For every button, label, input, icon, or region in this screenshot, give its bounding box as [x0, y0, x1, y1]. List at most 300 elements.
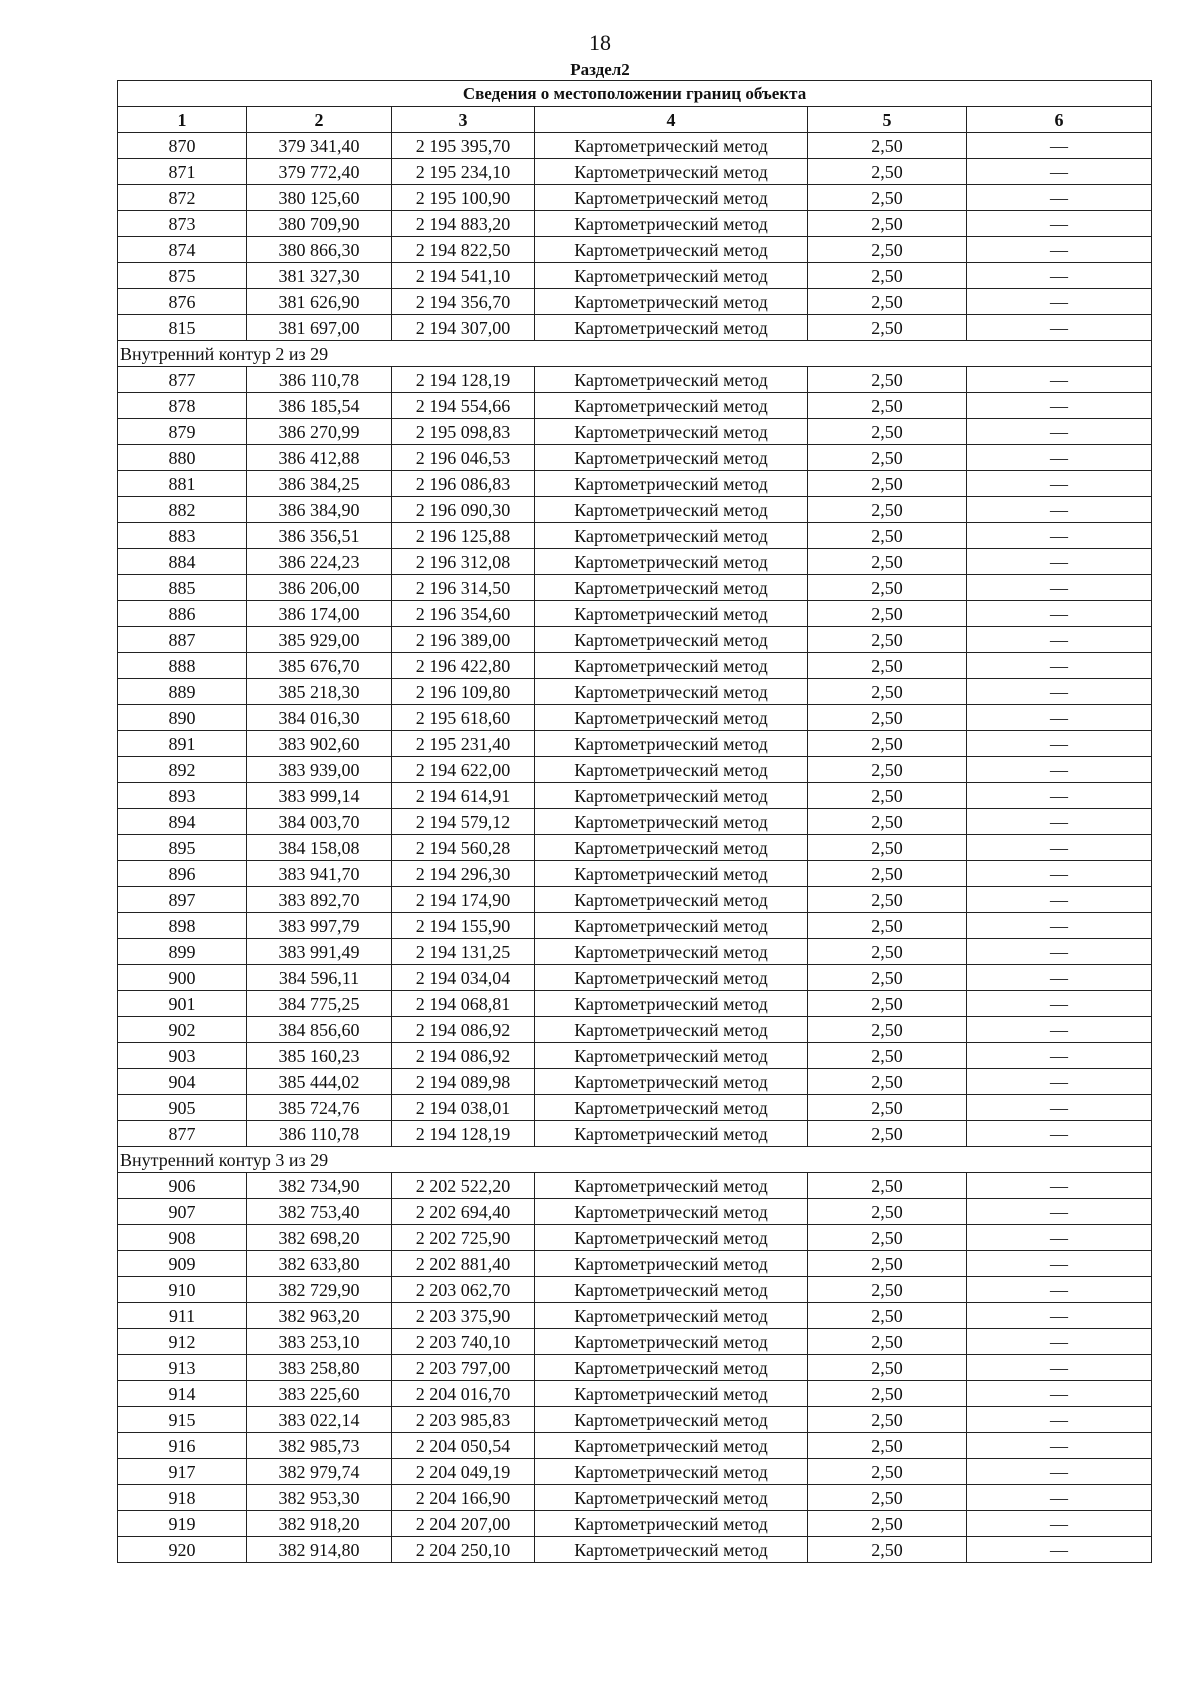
accuracy: 2,50 [808, 549, 967, 575]
method: Картометрический метод [535, 939, 808, 965]
point-number: 917 [118, 1459, 247, 1485]
contour-label: Внутренний контур 2 из 29 [118, 341, 1152, 367]
accuracy: 2,50 [808, 1381, 967, 1407]
point-number: 879 [118, 419, 247, 445]
x-coordinate: 383 941,70 [247, 861, 392, 887]
accuracy: 2,50 [808, 1225, 967, 1251]
accuracy: 2,50 [808, 1069, 967, 1095]
table-row [118, 1459, 1152, 1485]
x-coordinate: 380 125,60 [247, 185, 392, 211]
description: — [967, 965, 1152, 991]
method: Картометрический метод [535, 1511, 808, 1537]
x-coordinate: 382 979,74 [247, 1459, 392, 1485]
x-coordinate: 382 734,90 [247, 1173, 392, 1199]
accuracy: 2,50 [808, 679, 967, 705]
accuracy: 2,50 [808, 783, 967, 809]
point-number: 878 [118, 393, 247, 419]
x-coordinate: 386 206,00 [247, 575, 392, 601]
x-coordinate: 386 412,88 [247, 445, 392, 471]
x-coordinate: 383 022,14 [247, 1407, 392, 1433]
accuracy: 2,50 [808, 1095, 967, 1121]
accuracy: 2,50 [808, 1511, 967, 1537]
x-coordinate: 386 270,99 [247, 419, 392, 445]
section-title: Раздел2 [570, 60, 630, 79]
method: Картометрический метод [535, 965, 808, 991]
method: Картометрический метод [535, 627, 808, 653]
description: — [967, 1095, 1152, 1121]
y-coordinate: 2 204 049,19 [392, 1459, 535, 1485]
point-number: 898 [118, 913, 247, 939]
method: Картометрический метод [535, 601, 808, 627]
accuracy: 2,50 [808, 1017, 967, 1043]
table-row [118, 1303, 1152, 1329]
description: — [967, 367, 1152, 393]
y-coordinate: 2 195 098,83 [392, 419, 535, 445]
method: Картометрический метод [535, 679, 808, 705]
accuracy: 2,50 [808, 523, 967, 549]
x-coordinate: 383 225,60 [247, 1381, 392, 1407]
description: — [967, 861, 1152, 887]
y-coordinate: 2 194 089,98 [392, 1069, 535, 1095]
point-number: 884 [118, 549, 247, 575]
table-row [118, 757, 1152, 783]
method: Картометрический метод [535, 1407, 808, 1433]
description: — [967, 783, 1152, 809]
x-coordinate: 382 633,80 [247, 1251, 392, 1277]
description: — [967, 1459, 1152, 1485]
y-coordinate: 2 202 725,90 [392, 1225, 535, 1251]
x-coordinate: 384 775,25 [247, 991, 392, 1017]
table-row [118, 913, 1152, 939]
description: — [967, 1381, 1152, 1407]
description: — [967, 185, 1152, 211]
description: — [967, 1329, 1152, 1355]
accuracy: 2,50 [808, 1485, 967, 1511]
x-coordinate: 385 218,30 [247, 679, 392, 705]
table-row [118, 549, 1152, 575]
method: Картометрический метод [535, 211, 808, 237]
x-coordinate: 386 185,54 [247, 393, 392, 419]
point-number: 871 [118, 159, 247, 185]
column-number: 5 [808, 107, 967, 133]
contour-label: Внутренний контур 3 из 29 [118, 1147, 1152, 1173]
x-coordinate: 384 003,70 [247, 809, 392, 835]
description: — [967, 1407, 1152, 1433]
accuracy: 2,50 [808, 237, 967, 263]
point-number: 895 [118, 835, 247, 861]
y-coordinate: 2 196 046,53 [392, 445, 535, 471]
point-number: 905 [118, 1095, 247, 1121]
x-coordinate: 386 110,78 [247, 367, 392, 393]
x-coordinate: 382 914,80 [247, 1537, 392, 1563]
coordinates-table [117, 80, 1152, 1563]
table-row [118, 939, 1152, 965]
description: — [967, 809, 1152, 835]
description: — [967, 627, 1152, 653]
y-coordinate: 2 195 231,40 [392, 731, 535, 757]
table-row [118, 627, 1152, 653]
description: — [967, 1303, 1152, 1329]
point-number: 903 [118, 1043, 247, 1069]
column-number: 6 [967, 107, 1152, 133]
point-number: 890 [118, 705, 247, 731]
point-number: 881 [118, 471, 247, 497]
table-row [118, 497, 1152, 523]
table-heading-row [118, 81, 1152, 107]
description: — [967, 705, 1152, 731]
table-row [118, 731, 1152, 757]
method: Картометрический метод [535, 575, 808, 601]
y-coordinate: 2 194 128,19 [392, 1121, 535, 1147]
point-number: 875 [118, 263, 247, 289]
x-coordinate: 381 626,90 [247, 289, 392, 315]
y-coordinate: 2 194 614,91 [392, 783, 535, 809]
y-coordinate: 2 203 797,00 [392, 1355, 535, 1381]
accuracy: 2,50 [808, 1355, 967, 1381]
y-coordinate: 2 203 375,90 [392, 1303, 535, 1329]
x-coordinate: 386 356,51 [247, 523, 392, 549]
table-row [118, 1537, 1152, 1563]
y-coordinate: 2 204 050,54 [392, 1433, 535, 1459]
column-number: 4 [535, 107, 808, 133]
point-number: 906 [118, 1173, 247, 1199]
y-coordinate: 2 194 068,81 [392, 991, 535, 1017]
table-row [118, 1121, 1152, 1147]
accuracy: 2,50 [808, 445, 967, 471]
accuracy: 2,50 [808, 1251, 967, 1277]
y-coordinate: 2 194 554,66 [392, 393, 535, 419]
x-coordinate: 386 224,23 [247, 549, 392, 575]
y-coordinate: 2 204 207,00 [392, 1511, 535, 1537]
table-row [118, 211, 1152, 237]
x-coordinate: 382 985,73 [247, 1433, 392, 1459]
column-number: 2 [247, 107, 392, 133]
x-coordinate: 385 676,70 [247, 653, 392, 679]
point-number: 886 [118, 601, 247, 627]
method: Картометрический метод [535, 653, 808, 679]
method: Картометрический метод [535, 445, 808, 471]
method: Картометрический метод [535, 1537, 808, 1563]
method: Картометрический метод [535, 913, 808, 939]
point-number: 916 [118, 1433, 247, 1459]
method: Картометрический метод [535, 1277, 808, 1303]
table-row [118, 1225, 1152, 1251]
y-coordinate: 2 202 881,40 [392, 1251, 535, 1277]
point-number: 899 [118, 939, 247, 965]
contour-row [118, 341, 1152, 367]
table-row [118, 185, 1152, 211]
accuracy: 2,50 [808, 211, 967, 237]
y-coordinate: 2 204 166,90 [392, 1485, 535, 1511]
description: — [967, 1277, 1152, 1303]
method: Картометрический метод [535, 1303, 808, 1329]
x-coordinate: 384 856,60 [247, 1017, 392, 1043]
table-row [118, 1069, 1152, 1095]
y-coordinate: 2 194 622,00 [392, 757, 535, 783]
point-number: 889 [118, 679, 247, 705]
y-coordinate: 2 194 131,25 [392, 939, 535, 965]
point-number: 893 [118, 783, 247, 809]
y-coordinate: 2 195 100,90 [392, 185, 535, 211]
table-row [118, 419, 1152, 445]
point-number: 870 [118, 133, 247, 159]
description: — [967, 913, 1152, 939]
method: Картометрический метод [535, 549, 808, 575]
accuracy: 2,50 [808, 1433, 967, 1459]
description: — [967, 471, 1152, 497]
table-row [118, 1407, 1152, 1433]
description: — [967, 1069, 1152, 1095]
point-number: 880 [118, 445, 247, 471]
x-coordinate: 383 997,79 [247, 913, 392, 939]
y-coordinate: 2 194 034,04 [392, 965, 535, 991]
table-row [118, 471, 1152, 497]
accuracy: 2,50 [808, 965, 967, 991]
y-coordinate: 2 196 422,80 [392, 653, 535, 679]
description: — [967, 1355, 1152, 1381]
accuracy: 2,50 [808, 705, 967, 731]
accuracy: 2,50 [808, 575, 967, 601]
accuracy: 2,50 [808, 1407, 967, 1433]
y-coordinate: 2 194 883,20 [392, 211, 535, 237]
accuracy: 2,50 [808, 471, 967, 497]
method: Картометрический метод [535, 731, 808, 757]
y-coordinate: 2 194 128,19 [392, 367, 535, 393]
point-number: 914 [118, 1381, 247, 1407]
x-coordinate: 383 253,10 [247, 1329, 392, 1355]
x-coordinate: 385 929,00 [247, 627, 392, 653]
table-row [118, 133, 1152, 159]
description: — [967, 1511, 1152, 1537]
accuracy: 2,50 [808, 263, 967, 289]
method: Картометрический метод [535, 887, 808, 913]
point-number: 874 [118, 237, 247, 263]
y-coordinate: 2 202 522,20 [392, 1173, 535, 1199]
accuracy: 2,50 [808, 367, 967, 393]
table-row [118, 445, 1152, 471]
point-number: 882 [118, 497, 247, 523]
point-number: 918 [118, 1485, 247, 1511]
description: — [967, 757, 1152, 783]
method: Картометрический метод [535, 419, 808, 445]
accuracy: 2,50 [808, 601, 967, 627]
table-row [118, 1433, 1152, 1459]
table-row [118, 1511, 1152, 1537]
y-coordinate: 2 195 618,60 [392, 705, 535, 731]
description: — [967, 731, 1152, 757]
y-coordinate: 2 194 296,30 [392, 861, 535, 887]
method: Картометрический метод [535, 835, 808, 861]
description: — [967, 393, 1152, 419]
method: Картометрический метод [535, 1173, 808, 1199]
point-number: 891 [118, 731, 247, 757]
accuracy: 2,50 [808, 1121, 967, 1147]
description: — [967, 445, 1152, 471]
method: Картометрический метод [535, 809, 808, 835]
table-row [118, 1173, 1152, 1199]
y-coordinate: 2 194 174,90 [392, 887, 535, 913]
description: — [967, 1485, 1152, 1511]
table-row [118, 1199, 1152, 1225]
table-row [118, 1251, 1152, 1277]
description: — [967, 1173, 1152, 1199]
accuracy: 2,50 [808, 939, 967, 965]
table-row [118, 237, 1152, 263]
description: — [967, 419, 1152, 445]
method: Картометрический метод [535, 289, 808, 315]
table-row [118, 159, 1152, 185]
accuracy: 2,50 [808, 835, 967, 861]
table-row [118, 523, 1152, 549]
table-row [118, 263, 1152, 289]
table-row [118, 887, 1152, 913]
page-number: 18 [589, 30, 611, 55]
table-heading: Сведения о местоположении границ объекта [118, 81, 1152, 107]
y-coordinate: 2 203 985,83 [392, 1407, 535, 1433]
point-number: 888 [118, 653, 247, 679]
method: Картометрический метод [535, 263, 808, 289]
y-coordinate: 2 204 016,70 [392, 1381, 535, 1407]
method: Картометрический метод [535, 1199, 808, 1225]
description: — [967, 1199, 1152, 1225]
x-coordinate: 386 110,78 [247, 1121, 392, 1147]
table-body [118, 133, 1152, 1563]
accuracy: 2,50 [808, 991, 967, 1017]
point-number: 877 [118, 1121, 247, 1147]
point-number: 912 [118, 1329, 247, 1355]
accuracy: 2,50 [808, 913, 967, 939]
x-coordinate: 386 384,90 [247, 497, 392, 523]
description: — [967, 653, 1152, 679]
accuracy: 2,50 [808, 1459, 967, 1485]
accuracy: 2,50 [808, 419, 967, 445]
x-coordinate: 382 953,30 [247, 1485, 392, 1511]
point-number: 887 [118, 627, 247, 653]
x-coordinate: 383 939,00 [247, 757, 392, 783]
description: — [967, 991, 1152, 1017]
x-coordinate: 380 709,90 [247, 211, 392, 237]
point-number: 908 [118, 1225, 247, 1251]
method: Картометрический метод [535, 757, 808, 783]
point-number: 904 [118, 1069, 247, 1095]
table-row [118, 705, 1152, 731]
table-row [118, 1381, 1152, 1407]
table-row [118, 393, 1152, 419]
accuracy: 2,50 [808, 497, 967, 523]
point-number: 872 [118, 185, 247, 211]
table-row [118, 783, 1152, 809]
x-coordinate: 382 729,90 [247, 1277, 392, 1303]
y-coordinate: 2 194 086,92 [392, 1017, 535, 1043]
method: Картометрический метод [535, 1433, 808, 1459]
method: Картометрический метод [535, 1459, 808, 1485]
method: Картометрический метод [535, 1069, 808, 1095]
point-number: 894 [118, 809, 247, 835]
method: Картометрический метод [535, 1251, 808, 1277]
accuracy: 2,50 [808, 1303, 967, 1329]
x-coordinate: 380 866,30 [247, 237, 392, 263]
x-coordinate: 382 963,20 [247, 1303, 392, 1329]
table-row [118, 315, 1152, 341]
description: — [967, 1043, 1152, 1069]
accuracy: 2,50 [808, 653, 967, 679]
method: Картометрический метод [535, 1225, 808, 1251]
description: — [967, 1225, 1152, 1251]
y-coordinate: 2 195 234,10 [392, 159, 535, 185]
column-number: 1 [118, 107, 247, 133]
method: Картометрический метод [535, 1329, 808, 1355]
description: — [967, 679, 1152, 705]
accuracy: 2,50 [808, 159, 967, 185]
y-coordinate: 2 194 560,28 [392, 835, 535, 861]
table-row [118, 1043, 1152, 1069]
description: — [967, 497, 1152, 523]
table-row [118, 1277, 1152, 1303]
x-coordinate: 382 753,40 [247, 1199, 392, 1225]
description: — [967, 523, 1152, 549]
description: — [967, 1537, 1152, 1563]
method: Картометрический метод [535, 1381, 808, 1407]
accuracy: 2,50 [808, 185, 967, 211]
description: — [967, 601, 1152, 627]
table-row [118, 1329, 1152, 1355]
method: Картометрический метод [535, 1355, 808, 1381]
point-number: 815 [118, 315, 247, 341]
table-row [118, 1095, 1152, 1121]
point-number: 919 [118, 1511, 247, 1537]
x-coordinate: 386 384,25 [247, 471, 392, 497]
description: — [967, 211, 1152, 237]
y-coordinate: 2 203 062,70 [392, 1277, 535, 1303]
point-number: 920 [118, 1537, 247, 1563]
point-number: 909 [118, 1251, 247, 1277]
point-number: 873 [118, 211, 247, 237]
y-coordinate: 2 194 086,92 [392, 1043, 535, 1069]
point-number: 902 [118, 1017, 247, 1043]
x-coordinate: 379 341,40 [247, 133, 392, 159]
description: — [967, 939, 1152, 965]
method: Картометрический метод [535, 705, 808, 731]
y-coordinate: 2 204 250,10 [392, 1537, 535, 1563]
x-coordinate: 383 902,60 [247, 731, 392, 757]
x-coordinate: 382 698,20 [247, 1225, 392, 1251]
method: Картометрический метод [535, 783, 808, 809]
description: — [967, 237, 1152, 263]
y-coordinate: 2 196 312,08 [392, 549, 535, 575]
description: — [967, 549, 1152, 575]
y-coordinate: 2 196 389,00 [392, 627, 535, 653]
y-coordinate: 2 194 038,01 [392, 1095, 535, 1121]
description: — [967, 887, 1152, 913]
x-coordinate: 386 174,00 [247, 601, 392, 627]
accuracy: 2,50 [808, 1043, 967, 1069]
method: Картометрический метод [535, 471, 808, 497]
y-coordinate: 2 194 541,10 [392, 263, 535, 289]
method: Картометрический метод [535, 1121, 808, 1147]
table-row [118, 289, 1152, 315]
table-row [118, 1355, 1152, 1381]
accuracy: 2,50 [808, 393, 967, 419]
description: — [967, 315, 1152, 341]
table-row [118, 861, 1152, 887]
accuracy: 2,50 [808, 289, 967, 315]
y-coordinate: 2 194 579,12 [392, 809, 535, 835]
x-coordinate: 385 724,76 [247, 1095, 392, 1121]
column-numbers-row [118, 107, 1152, 133]
description: — [967, 159, 1152, 185]
point-number: 910 [118, 1277, 247, 1303]
point-number: 883 [118, 523, 247, 549]
